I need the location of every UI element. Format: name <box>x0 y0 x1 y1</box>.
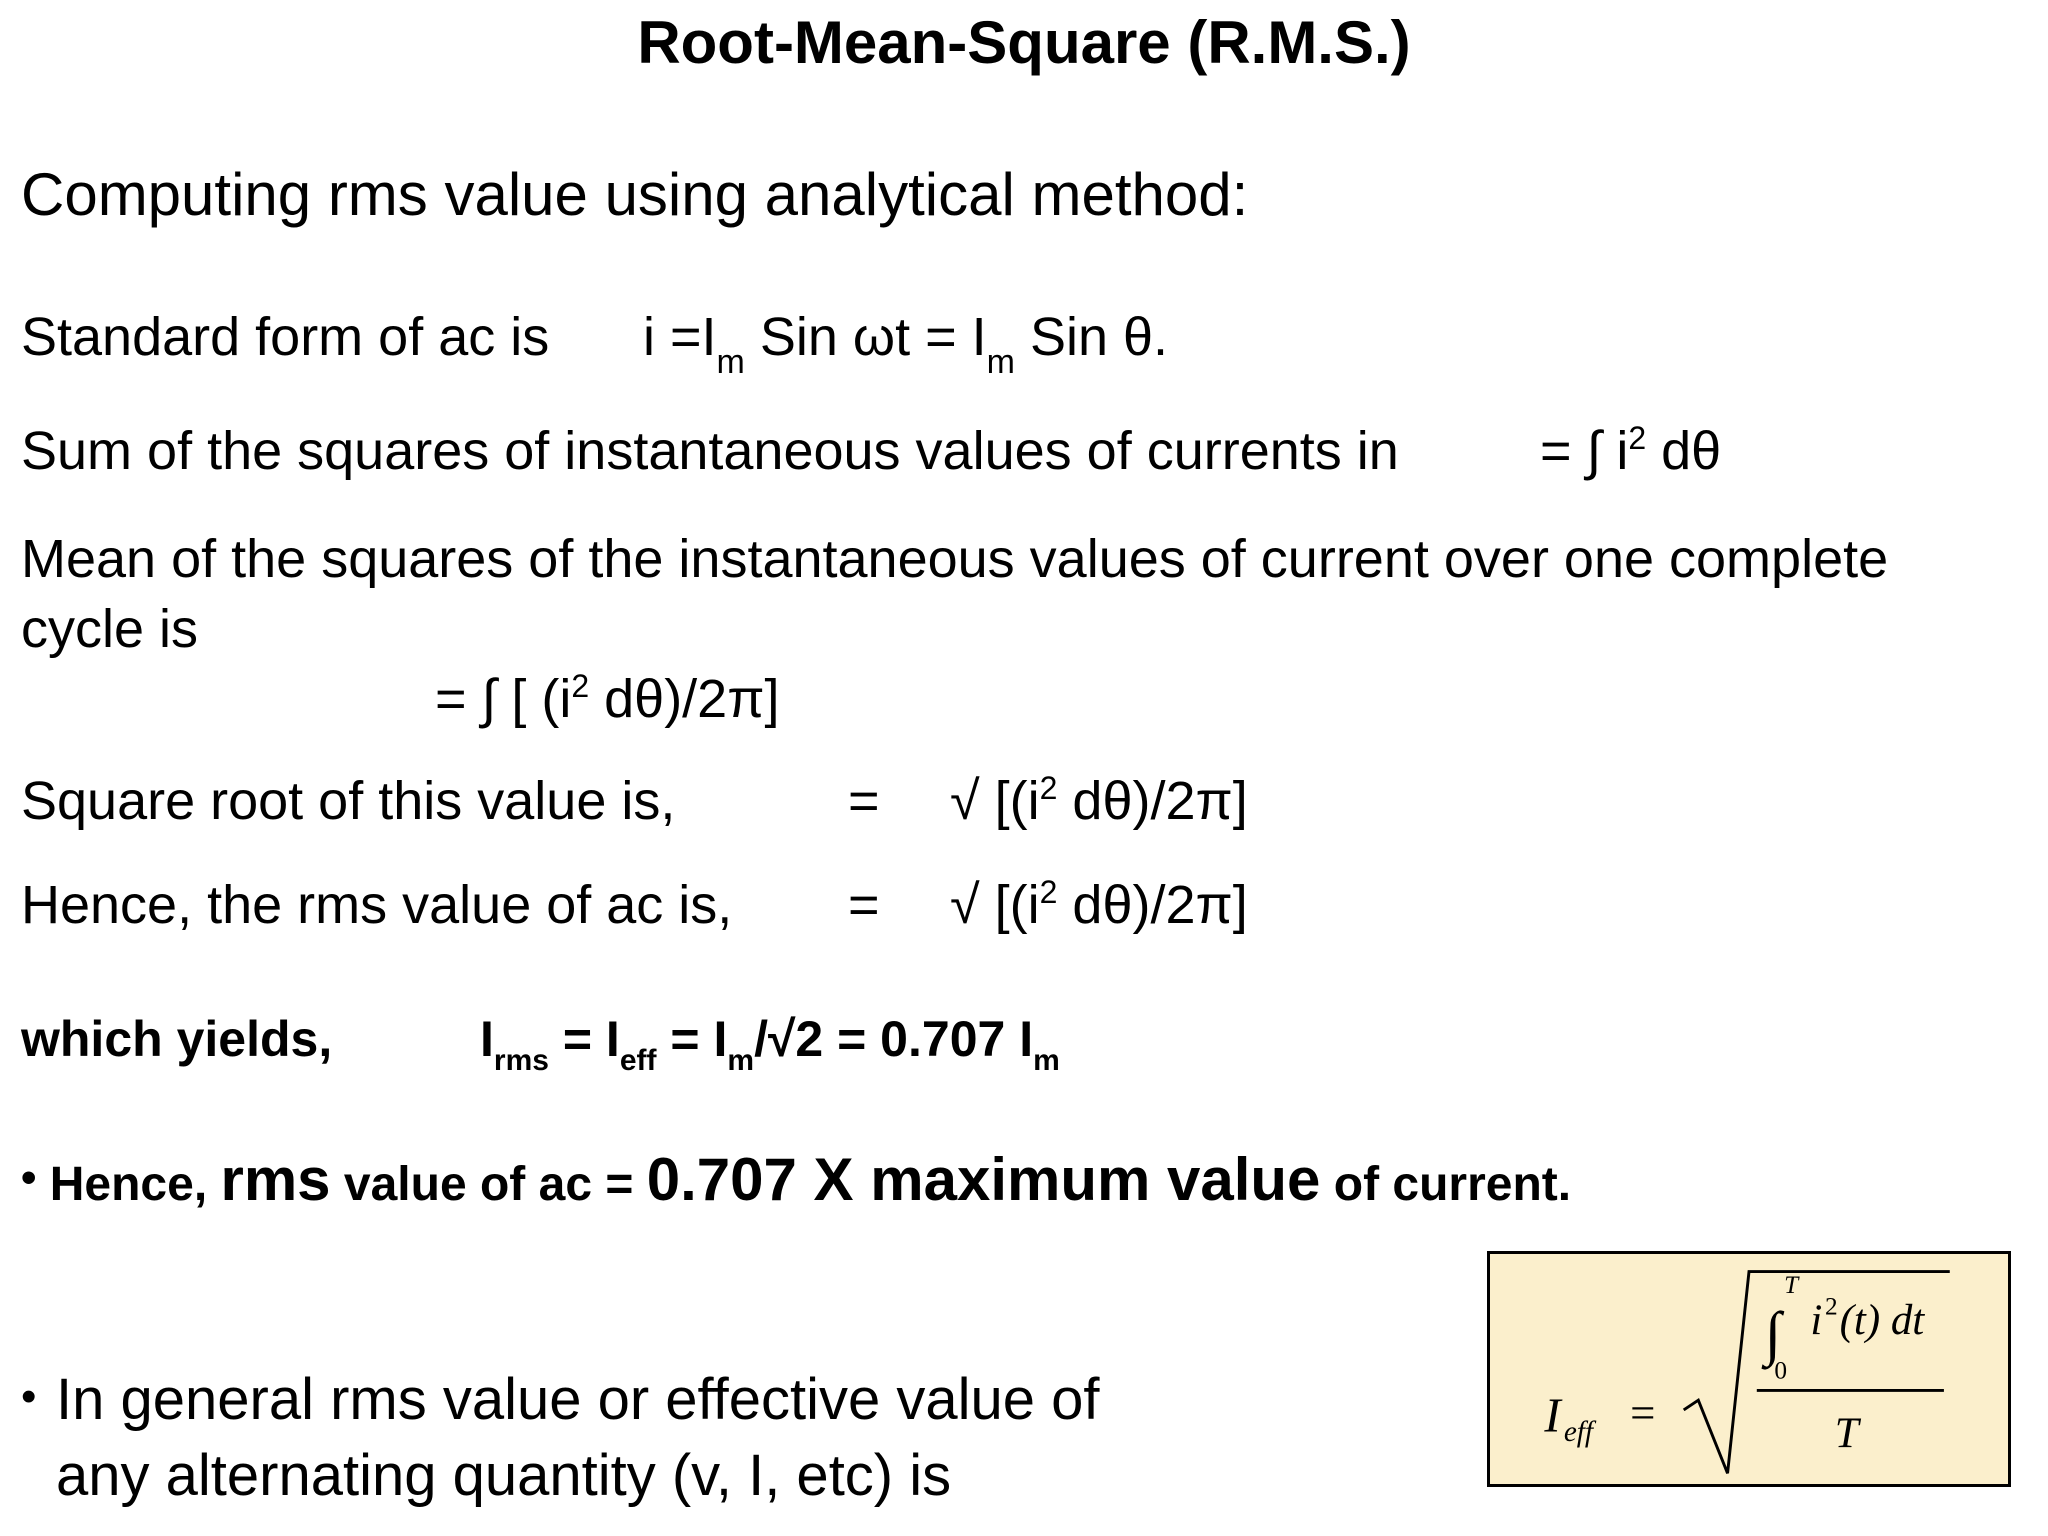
formula-equals: = <box>1630 1387 1656 1438</box>
hence-rms-label: Hence, the rms value of ac is, <box>21 875 733 935</box>
formula-denominator: T <box>1834 1409 1859 1457</box>
square-root-label: Square root of this value is, <box>21 771 676 831</box>
superscript-2: 2 <box>1039 770 1058 806</box>
square-root-equals: = <box>848 771 880 831</box>
hence-rms-end: dθ)/2π] <box>1057 875 1248 935</box>
subscript-m: m <box>1033 1044 1060 1077</box>
integral-lower-limit: 0 <box>1774 1356 1788 1385</box>
hence-rms-expr: √ [(i <box>950 875 1040 935</box>
bullet-dot: • <box>21 1153 37 1202</box>
square-root-expression <box>950 770 1248 832</box>
sum-squares-equation <box>1540 420 1721 482</box>
standard-form-i: i =I <box>643 307 717 367</box>
integral-upper-limit: T <box>1784 1270 1799 1299</box>
sum-squares-label: Sum of the squares of instantaneous values of currents in <box>21 421 1399 481</box>
subscript-m: m <box>727 1044 755 1077</box>
subheading: Computing rms value using analytical method: <box>21 161 1249 228</box>
rms-formula-box <box>1487 1251 2011 1487</box>
subscript-m: m <box>716 343 745 381</box>
yields-label: which yields, <box>21 1011 333 1067</box>
subscript-m: m <box>986 343 1015 381</box>
integrand-rest: (t) dt <box>1839 1296 1925 1344</box>
yields-eq1: = I <box>548 1011 620 1067</box>
bullet1-value-of-ac: value of ac = <box>330 1158 647 1211</box>
superscript-2: 2 <box>1628 420 1647 456</box>
superscript-2: 2 <box>571 668 590 704</box>
square-root-end: dθ)/2π] <box>1057 771 1248 831</box>
subscript-rms: rms <box>493 1044 549 1077</box>
sum-squares-end: dθ <box>1646 421 1722 481</box>
standard-form-end: Sin θ. <box>1014 307 1169 367</box>
integrand-superscript: 2 <box>1825 1292 1838 1321</box>
yields-equation <box>480 1010 1060 1077</box>
bullet-hence-rms <box>21 1145 1571 1214</box>
yields-I: I <box>480 1011 494 1067</box>
formula-lhs-sub: eff <box>1563 1416 1594 1449</box>
integral-sign: ∫ <box>1764 1300 1782 1368</box>
mean-squares-equation <box>435 668 779 730</box>
yields-eq2: = I <box>656 1011 728 1067</box>
bullet-dot: • <box>21 1372 37 1421</box>
mean-squares-end: dθ)/2π] <box>589 669 780 729</box>
integrand-i: i <box>1810 1296 1823 1344</box>
hence-rms-equals: = <box>848 875 880 935</box>
bullet1-rms: rms <box>220 1146 331 1213</box>
bullet1-tail: of current. <box>1320 1158 1572 1211</box>
mean-squares-line2: cycle is <box>21 599 199 659</box>
hence-rms-expression <box>950 874 1248 936</box>
superscript-2: 2 <box>1039 874 1058 910</box>
bullet-general-line2: any alternating quantity (v, I, etc) is <box>56 1443 952 1508</box>
bullet-general-dot <box>21 1366 36 1433</box>
square-root-expr: √ [(i <box>950 771 1040 831</box>
subscript-eff: eff <box>619 1044 657 1077</box>
mean-squares-line1: Mean of the squares of the instantaneous values of current over one complete <box>21 529 1889 589</box>
standard-form-mid: Sin ωt = I <box>744 307 987 367</box>
formula-lhs-I: I <box>1544 1388 1561 1443</box>
mean-squares-eq: = ∫ [ (i <box>435 669 572 729</box>
bullet1-big: 0.707 X maximum value <box>646 1146 1321 1213</box>
standard-form-label: Standard form of ac is <box>21 307 550 367</box>
bullet1-hence: Hence, <box>36 1158 221 1211</box>
sum-squares-eq: = ∫ i <box>1540 421 1629 481</box>
page-title: Root-Mean-Square (R.M.S.) <box>637 9 1411 76</box>
yields-root2: /√2 = 0.707 I <box>754 1011 1034 1067</box>
rms-formula <box>1490 1254 2008 1484</box>
bullet-general-line1: In general rms value or effective value of <box>56 1367 1100 1432</box>
standard-form-equation <box>643 306 1169 381</box>
